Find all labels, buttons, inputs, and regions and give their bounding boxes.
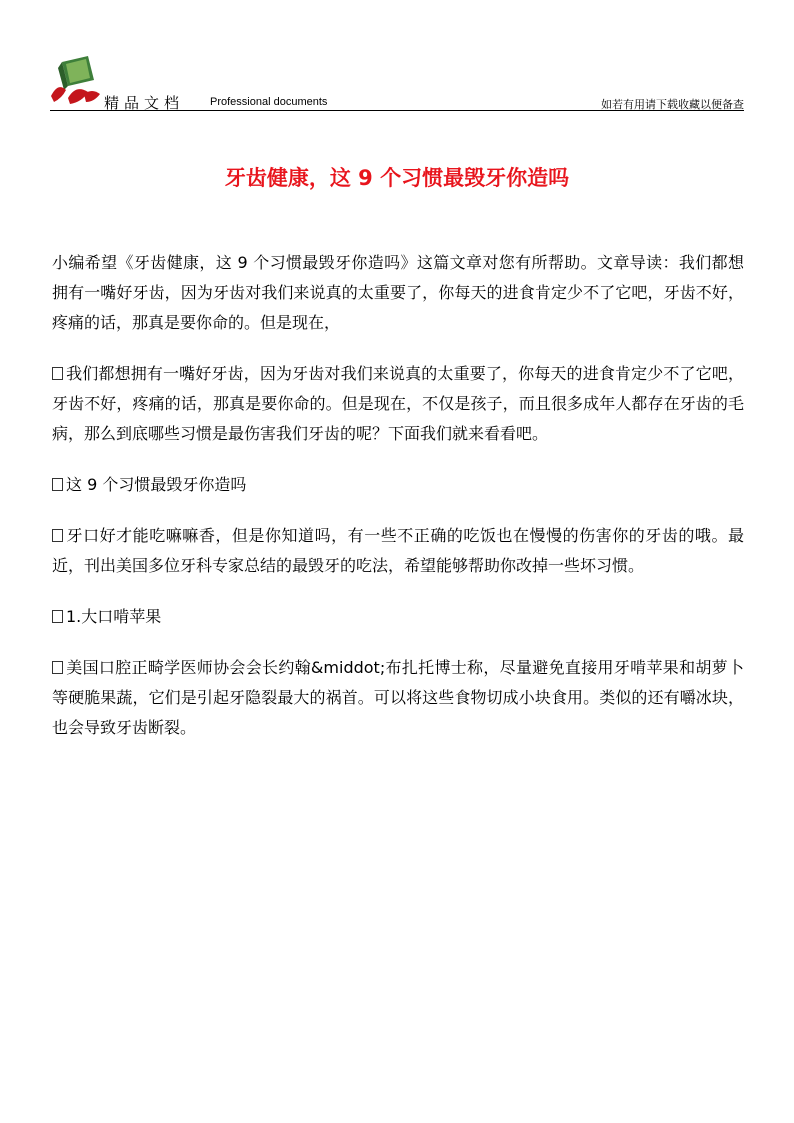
- header-divider: [50, 110, 744, 111]
- paragraph: [52, 248, 744, 338]
- paragraph: [52, 470, 744, 500]
- paragraph: [52, 359, 744, 449]
- paragraph: [52, 521, 744, 581]
- paragraph: [52, 653, 744, 743]
- paragraph: [52, 602, 744, 632]
- placeholder-box-icon: [52, 478, 63, 491]
- placeholder-box-icon: [52, 529, 63, 542]
- paragraph-text: 美国口腔正畸学医师协会会长约翰&middot;布扎托博士称，尽量避免直接用牙啃苹果和胡萝卜等硬脆果蔬，它们是引起牙隐裂最大的祸首。可以将这些食物切成小块食用。类似的还有嚼冰块，也会导致牙齿断裂。: [52, 658, 744, 737]
- brand-english: Professional documents: [210, 96, 328, 108]
- paragraph-text: 这 9 个习惯最毁牙你造吗: [66, 475, 247, 494]
- placeholder-box-icon: [52, 610, 63, 623]
- paragraph-text: 牙口好才能吃嘛嘛香，但是你知道吗，有一些不正确的吃饭也在慢慢的伤害你的牙齿的哦。最近，刊出美国多位牙科专家总结的最毁牙的吃法，希望能够帮助你改掉一些坏习惯。: [52, 526, 744, 575]
- book-logo-icon: [48, 54, 104, 106]
- placeholder-box-icon: [52, 661, 63, 674]
- article-body: [52, 248, 744, 764]
- article-title: 牙齿健康，这 9 个习惯最毁牙你造吗: [224, 166, 570, 190]
- page-header: [0, 0, 794, 112]
- brand-name: 精品文档: [104, 94, 185, 112]
- paragraph-text: 小编希望《牙齿健康，这 9 个习惯最毁牙你造吗》这篇文章对您有所帮助。文章导读：我们都想拥有一嘴好牙齿，因为牙齿对我们来说真的太重要了，你每天的进食肯定少不了它吧，牙齿不好，疼痛的话，那真是要你命的。但是现在，: [52, 253, 744, 332]
- placeholder-box-icon: [52, 367, 63, 380]
- paragraph-text: 我们都想拥有一嘴好牙齿，因为牙齿对我们来说真的太重要了，你每天的进食肯定少不了它吧，牙齿不好，疼痛的话，那真是要你命的。但是现在，不仅是孩子，而且很多成年人都存在牙齿的毛病，那么到底哪些习惯是最伤害我们牙齿的呢？下面我们就来看看吧。: [52, 364, 744, 443]
- paragraph-text: 1.大口啃苹果: [66, 607, 162, 626]
- header-note: 如若有用请下载收藏以便备查: [601, 98, 744, 111]
